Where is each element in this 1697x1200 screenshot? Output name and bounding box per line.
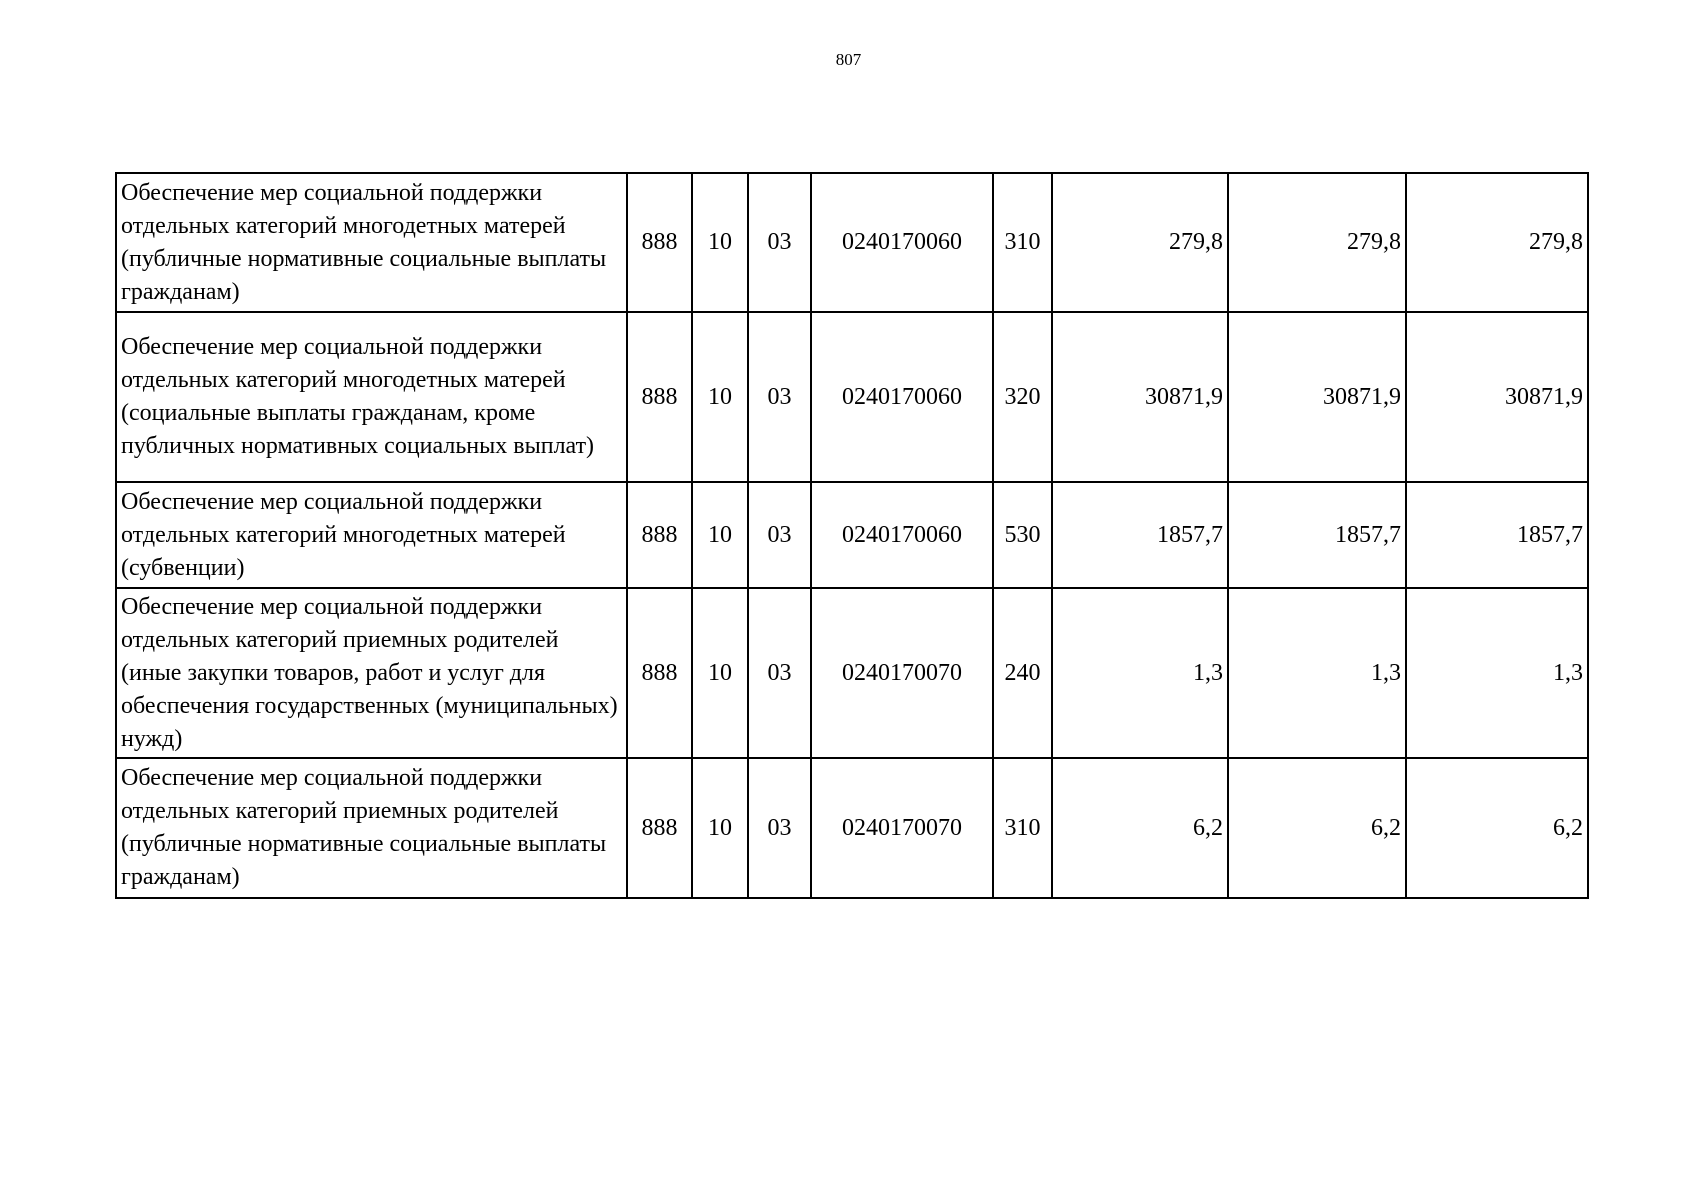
table-row — [116, 312, 1588, 482]
row-description: Обеспечение мер социальной поддержки отдельных категорий приемных родителей (публичные нормативные социальные выплаты гражданам) — [116, 758, 627, 898]
amount-year-3: 6,2 — [1406, 758, 1588, 898]
amount-year-3: 30871,9 — [1406, 312, 1588, 482]
expense-type-code: 310 — [993, 173, 1052, 312]
subsection-code: 03 — [748, 758, 811, 898]
section-code: 10 — [692, 588, 748, 758]
target-article-code: 0240170060 — [811, 312, 993, 482]
amount-year-3: 279,8 — [1406, 173, 1588, 312]
row-description: Обеспечение мер социальной поддержки отдельных категорий многодетных матерей (субвенции) — [116, 482, 627, 588]
ministry-code: 888 — [627, 312, 692, 482]
ministry-code: 888 — [627, 758, 692, 898]
amount-year-2: 279,8 — [1228, 173, 1406, 312]
amount-year-2: 30871,9 — [1228, 312, 1406, 482]
row-description: Обеспечение мер социальной поддержки отдельных категорий многодетных матерей (публичные нормативные социальные выплаты гражданам) — [116, 173, 627, 312]
target-article-code: 0240170060 — [811, 482, 993, 588]
ministry-code: 888 — [627, 588, 692, 758]
target-article-code: 0240170060 — [811, 173, 993, 312]
ministry-code: 888 — [627, 173, 692, 312]
expense-type-code: 310 — [993, 758, 1052, 898]
amount-year-3: 1857,7 — [1406, 482, 1588, 588]
page-number: 807 — [835, 50, 862, 69]
table-row — [116, 588, 1588, 758]
amount-year-2: 1,3 — [1228, 588, 1406, 758]
expense-type-code: 240 — [993, 588, 1052, 758]
row-description: Обеспечение мер социальной поддержки отдельных категорий приемных родителей (иные закупки товаров, работ и услуг для обеспечения государственных (муниципальных) нужд) — [116, 588, 627, 758]
row-description: Обеспечение мер социальной поддержки отдельных категорий многодетных матерей (социальные выплаты гражданам, кроме публичных нормативных социальных выплат) — [116, 312, 627, 482]
amount-year-1: 1857,7 — [1052, 482, 1228, 588]
section-code: 10 — [692, 173, 748, 312]
amount-year-2: 6,2 — [1228, 758, 1406, 898]
section-code: 10 — [692, 482, 748, 588]
section-code: 10 — [692, 758, 748, 898]
target-article-code: 0240170070 — [811, 588, 993, 758]
subsection-code: 03 — [748, 588, 811, 758]
amount-year-3: 1,3 — [1406, 588, 1588, 758]
table-row — [116, 482, 1588, 588]
amount-year-1: 30871,9 — [1052, 312, 1228, 482]
ministry-code: 888 — [627, 482, 692, 588]
amount-year-1: 6,2 — [1052, 758, 1228, 898]
subsection-code: 03 — [748, 312, 811, 482]
section-code: 10 — [692, 312, 748, 482]
subsection-code: 03 — [748, 482, 811, 588]
amount-year-1: 1,3 — [1052, 588, 1228, 758]
subsection-code: 03 — [748, 173, 811, 312]
expense-type-code: 530 — [993, 482, 1052, 588]
expense-type-code: 320 — [993, 312, 1052, 482]
amount-year-2: 1857,7 — [1228, 482, 1406, 588]
table-row — [116, 173, 1588, 312]
target-article-code: 0240170070 — [811, 758, 993, 898]
table-row — [116, 758, 1588, 898]
amount-year-1: 279,8 — [1052, 173, 1228, 312]
budget-table — [115, 172, 1589, 899]
